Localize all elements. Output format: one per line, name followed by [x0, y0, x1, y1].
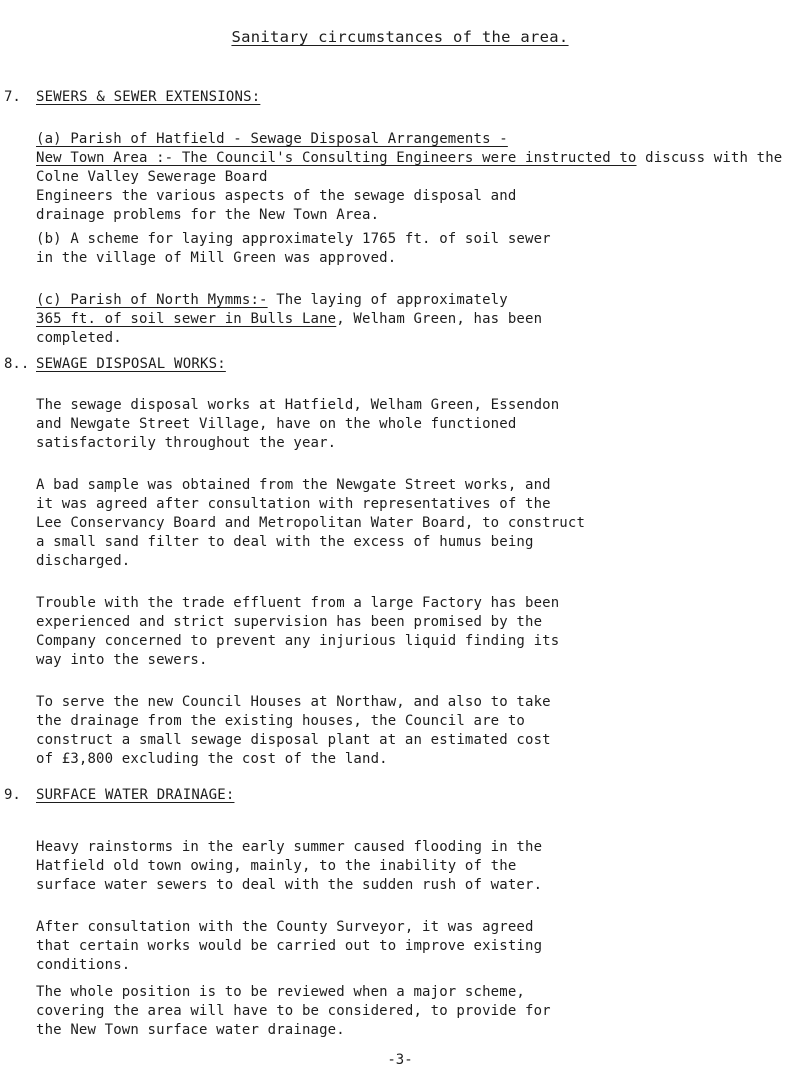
- section-number-7: 7.: [4, 89, 21, 105]
- paragraph-7c-label: (c) Parish of North Mymms:-: [36, 292, 268, 308]
- paragraph-7a-body: discuss with the Colne Valley Sewerage Board Engineers the various aspects of the sewage disposal and drainage problems for the New Town Area.: [36, 150, 783, 223]
- paragraph-7a-label: (a) Parish of Hatfield - Sewage Disposal Arrangements -: [36, 131, 508, 147]
- paragraph-7c: [36, 291, 786, 348]
- page-title: Sanitary circumstances of the area.: [231, 28, 569, 46]
- paragraph-7c-lead: 365 ft. of soil sewer in Bulls Lane: [36, 311, 337, 327]
- paragraph-9-2: After consultation with the County Surveyor, it was agreed that certain works would be carried out to improve existing conditions.: [36, 919, 543, 973]
- paragraph-8-3: Trouble with the trade effluent from a large Factory has been experienced and strict supervision has been promised by the Company concerned to prevent any injurious liquid finding its way into the sewers.: [36, 595, 560, 668]
- paragraph-9-1: Heavy rainstorms in the early summer caused flooding in the Hatfield old town owing, mainly, to the inability of the surface water sewers to deal with the sudden rush of water.: [36, 839, 543, 893]
- paragraph-7c-line1: The laying of approximately: [267, 292, 508, 308]
- paragraph-7b: (b) A scheme for laying approximately 1765 ft. of soil sewer in the village of Mill Green was approved.: [36, 231, 551, 266]
- paragraph-8-2: A bad sample was obtained from the Newgate Street works, and it was agreed after consultation with representatives of the Lee Conservancy Board and Metropolitan Water Board, to construct a small sand filter to deal with the excess of humus being discharged.: [36, 477, 586, 569]
- paragraph-7a: [36, 130, 786, 225]
- paragraph-7c-body: , Welham Green, has been completed.: [36, 311, 543, 346]
- paragraph-8-1: The sewage disposal works at Hatfield, Welham Green, Essendon and Newgate Street Village, have on the whole functioned satisfactorily throughout the year.: [36, 397, 560, 451]
- section-number-8: 8..: [4, 356, 30, 372]
- paragraph-8-4: To serve the new Council Houses at Northaw, and also to take the drainage from the existing houses, the Council are to construct a small sewage disposal plant at an estimated cost of £3,800 excluding the cost of the land.: [36, 694, 551, 767]
- paragraph-7a-lead: New Town Area :- The Council's Consulting Engineers were instructed to: [36, 150, 637, 166]
- section-heading-sewage-disposal: SEWAGE DISPOSAL WORKS:: [36, 356, 226, 372]
- page-number: -3-: [387, 1052, 413, 1068]
- section-heading-surface-water: SURFACE WATER DRAINAGE:: [36, 787, 235, 803]
- section-number-9: 9.: [4, 787, 21, 803]
- section-heading-sewers: SEWERS & SEWER EXTENSIONS:: [36, 89, 261, 105]
- paragraph-9-3: The whole position is to be reviewed when a major scheme, covering the area will have to be considered, to provide for the New Town surface water drainage.: [36, 984, 551, 1038]
